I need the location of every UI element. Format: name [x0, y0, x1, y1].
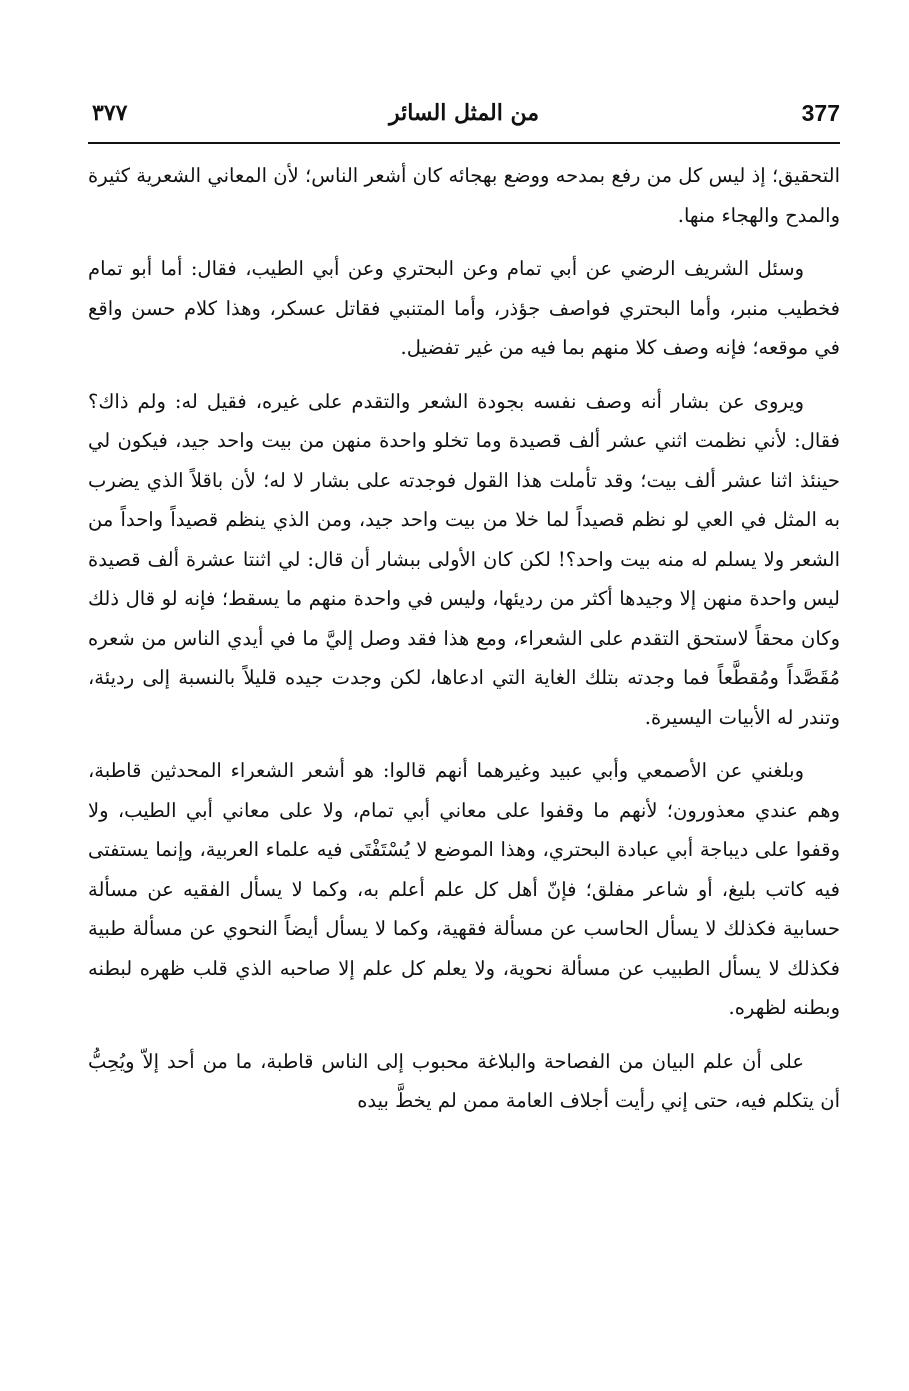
running-header [88, 96, 840, 144]
running-title: من المثل السائر [388, 100, 540, 126]
paragraph-bayan: على أن علم البيان من الفصاحة والبلاغة محبوب إلى الناس قاطبة، ما من أحد إلاّ ويُحِبُّ أن يتكلم فيه، حتى إني رأيت أجلاف العامة ممن لم يخطَّ بيده [88, 1049, 840, 1112]
page-number-arabic: ٣٧٧ [92, 100, 128, 126]
paragraph-bashar: ويروى عن بشار أنه وصف نفسه بجودة الشعر والتقدم على غيره، فقيل له: ولم ذاك؟ فقال: لأني نظمت اثني عشر ألف قصيدة وما تخلو واحدة منهن من بيت واحد جيد، فيكون لي حينئذ اثنا عشر ألف بيت؛ وقد تأملت هذا القول فوجدته على بشار لا له؛ لأن باقلاً الذي يضرب به المثل في العي لو نظم قصيداً لما خلا من بيت واحد جيد، ومن الذي ينظم قصيداً واحداً من الشعر ولا يسلم له منه بيت واحد؟! لكن كان الأولى ببشار أن قال: لي اثنتا عشرة ألف قصيدة ليس واحدة منهن إلا وجيدها أكثر من رديئها، وليس في واحدة منهم ما يسقط؛ فإنه لو قال ذلك وكان محقاً لاستحق التقدم على الشعراء، ومع هذا فقد وصل إليَّ ما في أيدي الناس من شعره مُقَصَّداً ومُقطَّعاً فما وجدته بتلك الغاية التي ادعاها، لكن وجدت جيده قليلاً بالنسبة إلى رديئة، وتندر له الأبيات اليسيرة. [88, 389, 840, 729]
paragraph-continuation: التحقيق؛ إذ ليس كل من رفع بمدحه ووضع بهجائه كان أشعر الناس؛ لأن المعاني الشعرية كثيرة والمدح والهجاء منها. [88, 164, 840, 227]
paragraph-asmai: وبلغني عن الأصمعي وأبي عبيد وغيرهما أنهم قالوا: هو أشعر الشعراء المحدثين قاطبة، وهم عندي معذورون؛ لأنهم ما وقفوا على معاني أبي تمام، ولا على معاني أبي الطيب، ولا وقفوا على ديباجة أبي عبادة البحتري، وهذا الموضع لا يُسْتَفْتَى فيه علماء العربية، وإنما يستفتى فيه كاتب بليغ، أو شاعر مفلق؛ فإنّ أهل كل علم أعلم به، وكما لا يسأل الفقيه عن مسألة حسابية فكذلك لا يسأل الحاسب عن مسألة فقهية، وكما لا يسأل أيضاً النحوي عن مسألة طبية فكذلك لا يسأل الطبيب عن مسألة نحوية، ولا يعلم كل علم إلا صاحبه الذي قلب ظهره لبطنه وبطنه لظهره. [88, 759, 840, 1019]
paragraph-sharif-radi: وسئل الشريف الرضي عن أبي تمام وعن البحتري وعن أبي الطيب، فقال: أما أبو تمام فخطيب منبر، وأما البحتري فواصف جؤذر، وأما المتنبي فقاتل عسكر، وهذا كلام حسن واقع في موقعه؛ فإنه وصف كلا منهم بما فيه من غير تفضيل. [88, 257, 840, 359]
page-number-latin: 377 [801, 100, 840, 126]
body-text [88, 156, 840, 1121]
book-page [88, 96, 840, 1121]
